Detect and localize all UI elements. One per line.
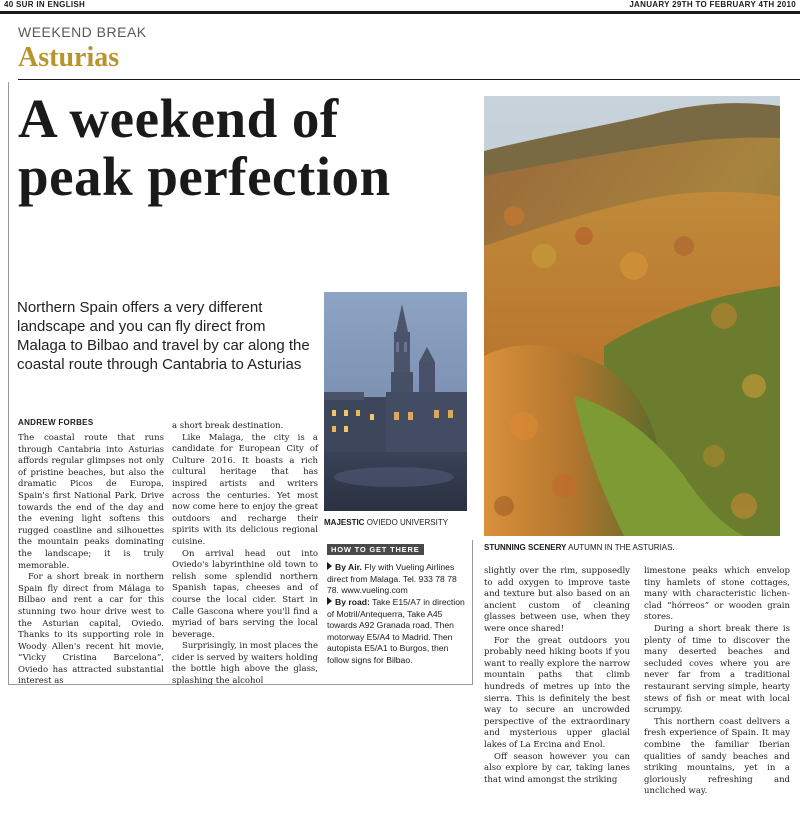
headline bbox=[18, 90, 478, 206]
info-lead: By road: bbox=[335, 597, 370, 607]
info-lead: By Air. bbox=[335, 562, 362, 572]
travel-by-air bbox=[327, 562, 467, 597]
travel-by-road bbox=[327, 597, 467, 667]
body-column-2 bbox=[172, 421, 318, 688]
byline: ANDREW FORBES bbox=[18, 418, 94, 427]
caption-lead: MAJESTIC bbox=[324, 518, 365, 527]
headline-line-1: A weekend of bbox=[18, 88, 339, 149]
paragraph: Surprisingly, in most places the cider is served by waiters holding the bottle high above the glass, splashing the alcohol bbox=[172, 641, 318, 687]
paragraph: a short break destination. bbox=[172, 421, 284, 431]
paragraph: limestone peaks which envelop tiny hamlets of stone cottages, many with characteristic lichen-clad “hórreos” or wooden grain stores. bbox=[644, 566, 790, 623]
triangle-bullet-icon bbox=[327, 562, 332, 570]
paragraph: Like Malaga, the city is a candidate for European City of Culture 2016. It boasts a rich cultural heritage that has inspired artists and writers across the centuries. Yet most now come here to enjoy the great outdoors and recharge their spirits with its delicious regional cuisine. bbox=[172, 432, 318, 547]
article-box-right-border bbox=[472, 540, 473, 685]
body-column-1 bbox=[18, 433, 164, 688]
page-number-publication: 40 SUR IN ENGLISH bbox=[4, 0, 86, 9]
paragraph: For a short break in northern Spain fly direct from Málaga to Bilbao and rent a car for this stunning two hour drive west to the Asturian capital, Oviedo. Thanks to its supporting role in Woody Allen's recent hit movie, “Vicky Cristina Barcelona”, Oviedo has attracted substantial interest as bbox=[18, 572, 164, 687]
page-header bbox=[0, 0, 800, 9]
photo-caption-small bbox=[324, 518, 448, 527]
article-box-left-border bbox=[8, 82, 9, 684]
body-column-3 bbox=[484, 566, 630, 786]
standfirst: Northern Spain offers a very different landscape and you can fly direct from Malaga to Bilbao and travel by car along the coastal route through Cantabria to Asturias bbox=[17, 299, 310, 373]
caption-lead: STUNNING SCENERY bbox=[484, 543, 567, 552]
section-title: Asturias bbox=[18, 42, 120, 73]
caption-text: AUTUMN IN THE ASTURIAS. bbox=[568, 543, 675, 552]
section-rule bbox=[18, 79, 800, 80]
autumn-asturias-photo bbox=[484, 96, 780, 536]
header-rule bbox=[0, 11, 800, 14]
caption-text: OVIEDO UNIVERSITY bbox=[366, 518, 449, 527]
paragraph: On arrival head out into Oviedo's labyrinthine old town to relish some splendid northern Spanish tapas, cheeses and of course the local cider. Start in Calle Gascona where you'll find a myriad of bars serving the local beverage. bbox=[172, 548, 318, 640]
oviedo-university-photo bbox=[324, 292, 467, 511]
paragraph: During a short break there is plenty of time to discover the many deserted beaches and secluded coves where you are never far from a traditional restaurant serving simple, hearty stews of fish or meat with local scrumpy. bbox=[644, 623, 790, 716]
paragraph: Off season however you can also explore by car, taking lanes that wind amongst the striking bbox=[484, 751, 630, 785]
paragraph: This northern coast delivers a fresh experience of Spain. It may combine the familiar Iberian qualities of sandy beaches and striking mountains, yet in a gloriously refreshing and uncliched way. bbox=[644, 716, 790, 797]
triangle-bullet-icon bbox=[327, 597, 332, 605]
paragraph: slightly over the rim, supposedly to add oxygen to improve taste and texture but also based on an ancient custom of cleaning glasses between use, when they were once shared! bbox=[484, 566, 630, 634]
how-to-get-there-tag: HOW TO GET THERE bbox=[327, 544, 424, 555]
section-label: WEEKEND BREAK bbox=[18, 24, 147, 40]
paragraph: The coastal route that runs through Cantabria into Asturias affords regular glimpses not only of pristine beaches, but also the dramatic Picos de Europa, Spain's first National Park. Drive towards the end of the day and the evening light softens this rugged coastline and silhouettes the mountain peaks dominating the landscape; it is truly memorable. bbox=[18, 433, 164, 571]
body-column-4 bbox=[644, 566, 790, 798]
info-text: Fly with Vueling Airlines direct from Malaga. Tel. 933 78 78 78. www.vueling.com bbox=[327, 562, 457, 596]
issue-date: JANUARY 29TH TO FEBRUARY 4TH 2010 bbox=[629, 0, 796, 9]
photo-caption-big bbox=[484, 543, 675, 552]
headline-line-2: peak perfection bbox=[18, 146, 391, 207]
paragraph: For the great outdoors you probably need hiking boots if you want to really explore the narrow mountain paths that climb hundreds of metres up into the sierra. This is definitely the best way to secure an uncrowded perspective of the extraordinary and mysterious upper glacial lakes of La Ercina and Enol. bbox=[484, 635, 630, 750]
info-text: Take E15/A7 in direction of Motril/Antequerra, Take A45 towards A92 Granada road. Then motorway E5/A4 to Madrid. Then autopista E5/A1 to Burgos, then follow signs for Bilbao. bbox=[327, 597, 465, 665]
